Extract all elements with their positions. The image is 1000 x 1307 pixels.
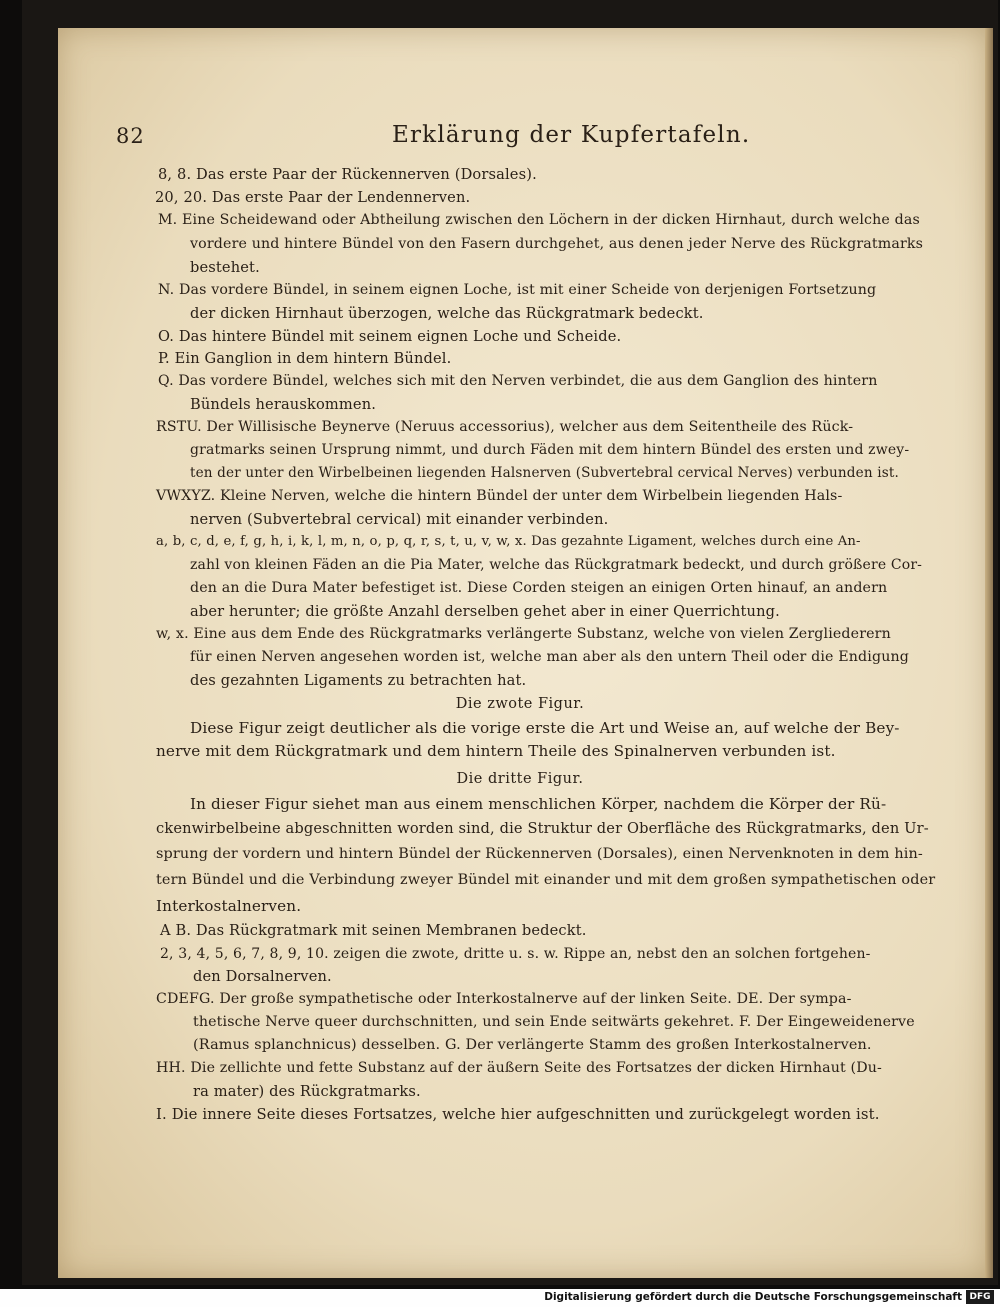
text-line: w, x. Eine aus dem Ende des Rückgratmarks verlängerte Substanz, welche von vielen Zergliederern <box>156 626 891 642</box>
text-line: Bündels herauskommen. <box>190 396 377 413</box>
text-line: sprung der vordern und hintern Bündel der Rückennerven (Dorsales), einen Nervenknoten in dem hin- <box>156 846 923 862</box>
figure-heading: Die zwote Figur. <box>455 696 585 712</box>
text-line: Interkostalnerven. <box>156 897 302 915</box>
text-line: 20, 20. Das erste Paar der Lendennerven. <box>155 189 471 206</box>
text-line: tern Bündel und die Verbindung zweyer Bündel mit einander und mit dem großen sympathetischen oder <box>156 872 936 888</box>
text-line: RSTU. Der Willisische Beynerve (Neruus accessorius), welcher aus dem Seitentheile des Rück- <box>156 419 854 435</box>
text-line: des gezahnten Ligaments zu betrachten hat. <box>190 672 527 689</box>
text-line: In dieser Figur siehet man aus einem menschlichen Körper, nachdem die Körper der Rü- <box>190 795 887 813</box>
text-line: A B. Das Rückgratmark mit seinen Membranen bedeckt. <box>160 922 587 939</box>
running-title: Erklärung der Kupfertafeln. <box>392 122 751 148</box>
text-line: (Ramus splanchnicus) desselben. G. Der verlängerte Stamm des großen Interkostalnerven. <box>193 1037 872 1053</box>
figure-heading: Die dritte Figur. <box>456 771 584 787</box>
text-line: thetische Nerve queer durchschnitten, und sein Ende seitwärts gekehret. F. Der Eingeweidenerve <box>193 1014 915 1030</box>
text-line: ra mater) des Rückgratmarks. <box>193 1083 421 1100</box>
text-line: nerven (Subvertebral cervical) mit einander verbinden. <box>190 511 609 528</box>
text-line: a, b, c, d, e, f, g, h, i, k, l, m, n, o, p, q, r, s, t, u, v, w, x. Das gezahnte Ligament, welches durch eine An- <box>156 534 861 549</box>
text-line: aber herunter; die größte Anzahl derselben gehet aber in einer Querrichtung. <box>190 603 780 620</box>
text-line: M. Eine Scheidewand oder Abtheilung zwischen den Löchern in der dicken Hirnhaut, durch welche das <box>158 212 920 228</box>
text-line: für einen Nerven angesehen worden ist, welche man aber als den untern Theil oder die Endigung <box>190 649 909 665</box>
funding-credit: Digitalisierung gefördert durch die Deutsche Forschungsgemeinschaft <box>544 1291 962 1303</box>
text-line: N. Das vordere Bündel, in seinem eignen Loche, ist mit einer Scheide von derjenigen Fortsetzung <box>158 282 877 298</box>
text-line: nerve mit dem Rückgratmark und dem hintern Theile des Spinalnerven verbunden ist. <box>156 742 836 760</box>
text-line: ten der unter den Wirbelbeinen liegenden Halsnerven (Subvertebral cervical Nerves) verbunden ist. <box>190 465 899 481</box>
text-line: ckenwirbelbeine abgeschnitten worden sind, die Struktur der Oberfläche des Rückgratmarks, den Ur- <box>156 820 929 837</box>
text-line: VWXYZ. Kleine Nerven, welche die hintern Bündel der unter dem Wirbelbein liegenden Hals- <box>156 488 843 504</box>
text-line: gratmarks seinen Ursprung nimmt, und durch Fäden mit dem hintern Bündel des ersten und zwey- <box>190 442 910 458</box>
page-number: 82 <box>116 124 145 148</box>
text-line: O. Das hintere Bündel mit seinem eignen Loche und Scheide. <box>158 328 622 345</box>
text-line: 2, 3, 4, 5, 6, 7, 8, 9, 10. zeigen die zwote, dritte u. s. w. Rippe an, nebst den an solchen fortgehen- <box>160 946 871 962</box>
dfg-logo: DFG <box>966 1290 994 1304</box>
text-line: HH. Die zellichte und fette Substanz auf der äußern Seite des Fortsatzes der dicken Hirnhaut (Du- <box>156 1060 882 1076</box>
text-line: P. Ein Ganglion in dem hintern Bündel. <box>158 350 452 367</box>
text-line: vordere und hintere Bündel von den Fasern durchgehet, aus denen jeder Nerve des Rückgratmarks <box>190 236 924 252</box>
text-line: zahl von kleinen Fäden an die Pia Mater, welche das Rückgratmark bedeckt, und durch größere Cor- <box>190 557 923 573</box>
text-line: der dicken Hirnhaut überzogen, welche das Rückgratmark bedeckt. <box>190 305 704 322</box>
text-line: CDEFG. Der große sympathetische oder Interkostalnerve auf der linken Seite. DE. Der sympa- <box>156 991 852 1007</box>
text-line: bestehet. <box>190 259 260 276</box>
text-line: I. Die innere Seite dieses Fortsatzes, welche hier aufgeschnitten und zurückgelegt worden ist. <box>156 1106 880 1123</box>
text-line: Diese Figur zeigt deutlicher als die vorige erste die Art und Weise an, auf welche der Bey- <box>190 719 900 737</box>
text-line: Q. Das vordere Bündel, welches sich mit den Nerven verbindet, die aus dem Ganglion des hintern <box>158 373 878 389</box>
text-line: 8, 8. Das erste Paar der Rückennerven (Dorsales). <box>158 166 537 183</box>
text-line: den an die Dura Mater befestiget ist. Diese Corden steigen an einigen Orten hinauf, an andern <box>190 580 888 596</box>
text-line: den Dorsalnerven. <box>193 968 332 985</box>
